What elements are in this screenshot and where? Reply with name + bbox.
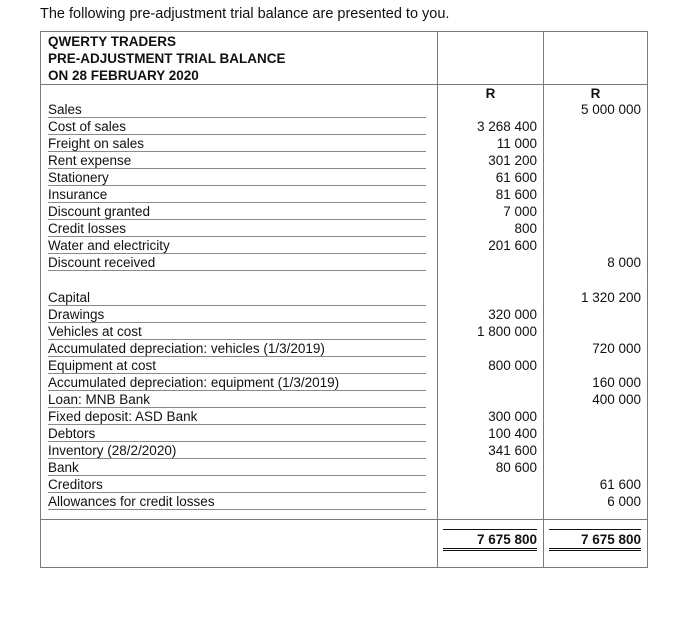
table-row <box>41 340 647 357</box>
credit-amount: 160 000 <box>592 375 641 390</box>
account-name: Creditors <box>48 476 426 493</box>
debit-amount: 80 600 <box>495 460 537 475</box>
table-row <box>41 101 647 118</box>
total-credit: 7 675 800 <box>549 529 641 551</box>
credit-amount: 8 000 <box>607 255 641 270</box>
account-name: Loan: MNB Bank <box>48 391 426 408</box>
account-name: Freight on sales <box>48 135 426 152</box>
debit-amount: 1 800 000 <box>476 324 537 339</box>
totals-divider <box>41 519 647 520</box>
table-row <box>41 289 647 306</box>
debit-amount: 800 <box>514 221 537 236</box>
table-row <box>41 169 647 186</box>
debit-amount: 320 000 <box>488 307 537 322</box>
debit-amount: 100 400 <box>488 426 537 441</box>
table-heading <box>48 33 286 84</box>
statement-title: PRE-ADJUSTMENT TRIAL BALANCE <box>48 51 286 66</box>
credit-amount: 6 000 <box>607 494 641 509</box>
account-name: Stationery <box>48 169 426 186</box>
table-row <box>41 323 647 340</box>
account-name: Bank <box>48 459 426 476</box>
account-name: Water and electricity <box>48 237 426 254</box>
credit-amount: 720 000 <box>592 341 641 356</box>
table-row <box>41 237 647 254</box>
account-name: Accumulated depreciation: equipment (1/3/2019) <box>48 374 426 391</box>
table-row <box>41 220 647 237</box>
table-row <box>41 152 647 169</box>
debit-amount: 11 000 <box>496 136 537 151</box>
debit-column-header: R <box>485 86 496 101</box>
table-row <box>41 374 647 391</box>
account-name: Fixed deposit: ASD Bank <box>48 408 426 425</box>
account-name: Discount received <box>48 254 426 271</box>
account-name: Equipment at cost <box>48 357 426 374</box>
debit-amount: 7 000 <box>503 204 537 219</box>
totals-row <box>41 529 647 549</box>
account-name: Credit losses <box>48 220 426 237</box>
account-name: Allowances for credit losses <box>48 493 426 510</box>
table-row <box>41 459 647 476</box>
account-name: Accumulated depreciation: vehicles (1/3/2019) <box>48 340 426 357</box>
total-debit: 7 675 800 <box>443 529 537 551</box>
table-row <box>41 118 647 135</box>
table-row <box>41 425 647 442</box>
debit-amount: 201 600 <box>488 238 537 253</box>
debit-amount: 61 600 <box>495 170 537 185</box>
table-row <box>41 493 647 510</box>
account-name: Insurance <box>48 186 426 203</box>
company-name: QWERTY TRADERS <box>48 34 177 49</box>
account-name: Cost of sales <box>48 118 426 135</box>
debit-amount: 300 000 <box>488 409 537 424</box>
table-row <box>41 357 647 374</box>
table-row <box>41 476 647 493</box>
intro-text: The following pre-adjustment trial balance are presented to you. <box>40 6 450 22</box>
table-row <box>41 442 647 459</box>
table-row <box>41 135 647 152</box>
credit-amount: 61 600 <box>599 477 641 492</box>
credit-amount: 5 000 000 <box>580 102 641 117</box>
account-name: Drawings <box>48 306 426 323</box>
table-row <box>41 391 647 408</box>
table-row <box>41 408 647 425</box>
account-name: Vehicles at cost <box>48 323 426 340</box>
trial-balance-table <box>40 31 648 568</box>
account-name: Capital <box>48 289 426 306</box>
table-row <box>41 306 647 323</box>
debit-amount: 301 200 <box>488 153 537 168</box>
table-row <box>41 254 647 271</box>
account-name: Debtors <box>48 425 426 442</box>
account-name: Rent expense <box>48 152 426 169</box>
account-name: Sales <box>48 101 426 118</box>
account-name: Inventory (28/2/2020) <box>48 442 426 459</box>
credit-column-header: R <box>590 86 601 101</box>
table-row <box>41 203 647 220</box>
table-row <box>41 186 647 203</box>
debit-amount: 3 268 400 <box>476 119 537 134</box>
debit-amount: 341 600 <box>488 443 537 458</box>
debit-amount: 800 000 <box>488 358 537 373</box>
credit-amount: 1 320 200 <box>580 290 641 305</box>
debit-amount: 81 600 <box>495 187 537 202</box>
credit-amount: 400 000 <box>592 392 641 407</box>
statement-date: ON 28 FEBRUARY 2020 <box>48 68 199 83</box>
account-name: Discount granted <box>48 203 426 220</box>
